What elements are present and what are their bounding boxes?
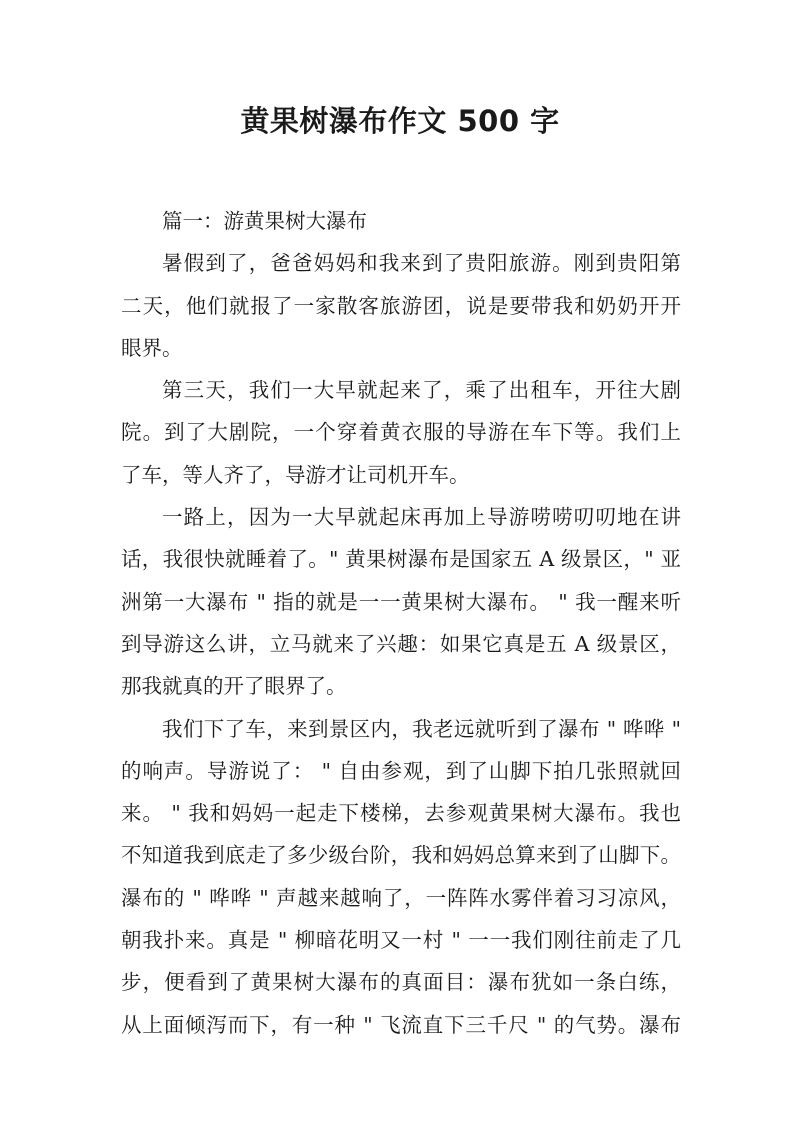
text-line: 一路上，因为一大早就起床再加上导游唠唠叨叨地在讲 bbox=[162, 505, 681, 530]
text-line: 朝我扑来。真是 " 柳暗花明又一村 " 一一我们刚往前走了几 bbox=[121, 928, 681, 953]
text-line: 我们下了车，来到景区内，我老远就听到了瀑布 " 哗哗 " bbox=[162, 716, 681, 741]
text-line: 了车，等人齐了，导游才让司机开车。 bbox=[121, 462, 470, 487]
text-line: 不知道我到底走了多少级台阶，我和妈妈总算来到了山脚下。 bbox=[121, 843, 681, 868]
text-line: 从上面倾泻而下，有一种 " 飞流直下三千尺 " 的气势。瀑布 bbox=[121, 1012, 681, 1037]
text-line: 第三天，我们一大早就起来了，乘了出租车，开往大剧 bbox=[162, 378, 681, 403]
text-line: 暑假到了，爸爸妈妈和我来到了贵阳旅游。刚到贵阳第 bbox=[162, 251, 681, 276]
text-line: 洲第一大瀑布 " 指的就是一一黄果树大瀑布。 " 我一醒来听 bbox=[121, 589, 681, 614]
text-line: 话，我很快就睡着了。" 黄果树瀑布是国家五 A 级景区，" 亚 bbox=[121, 547, 681, 572]
text-line: 步，便看到了黄果树大瀑布的真面目：瀑布犹如一条白练， bbox=[121, 970, 681, 995]
text-line: 那我就真的开了眼界了。 bbox=[121, 674, 347, 699]
text-line: 瀑布的 " 哗哗 " 声越来越响了，一阵阵水雾伴着习习凉风， bbox=[121, 885, 681, 910]
text-line: 到导游这么讲，立马就来了兴趣：如果它真是五 A 级景区， bbox=[121, 631, 681, 656]
text-line: 的响声。导游说了： " 自由参观，到了山脚下拍几张照就回 bbox=[121, 758, 681, 783]
text-line: 篇一：游黄果树大瀑布 bbox=[162, 209, 367, 233]
text-line: 二天，他们就报了一家散客旅游团，说是要带我和奶奶开开 bbox=[121, 293, 681, 318]
text-line: 院。到了大剧院，一个穿着黄衣服的导游在车下等。我们上 bbox=[121, 420, 681, 445]
document-title: 黄果树瀑布作文 500 字 bbox=[240, 104, 560, 138]
text-line: 眼界。 bbox=[121, 335, 183, 360]
document-body bbox=[121, 200, 681, 1046]
text-line: 来。 " 我和妈妈一起走下楼梯，去参观黄果树大瀑布。我也 bbox=[121, 801, 681, 826]
